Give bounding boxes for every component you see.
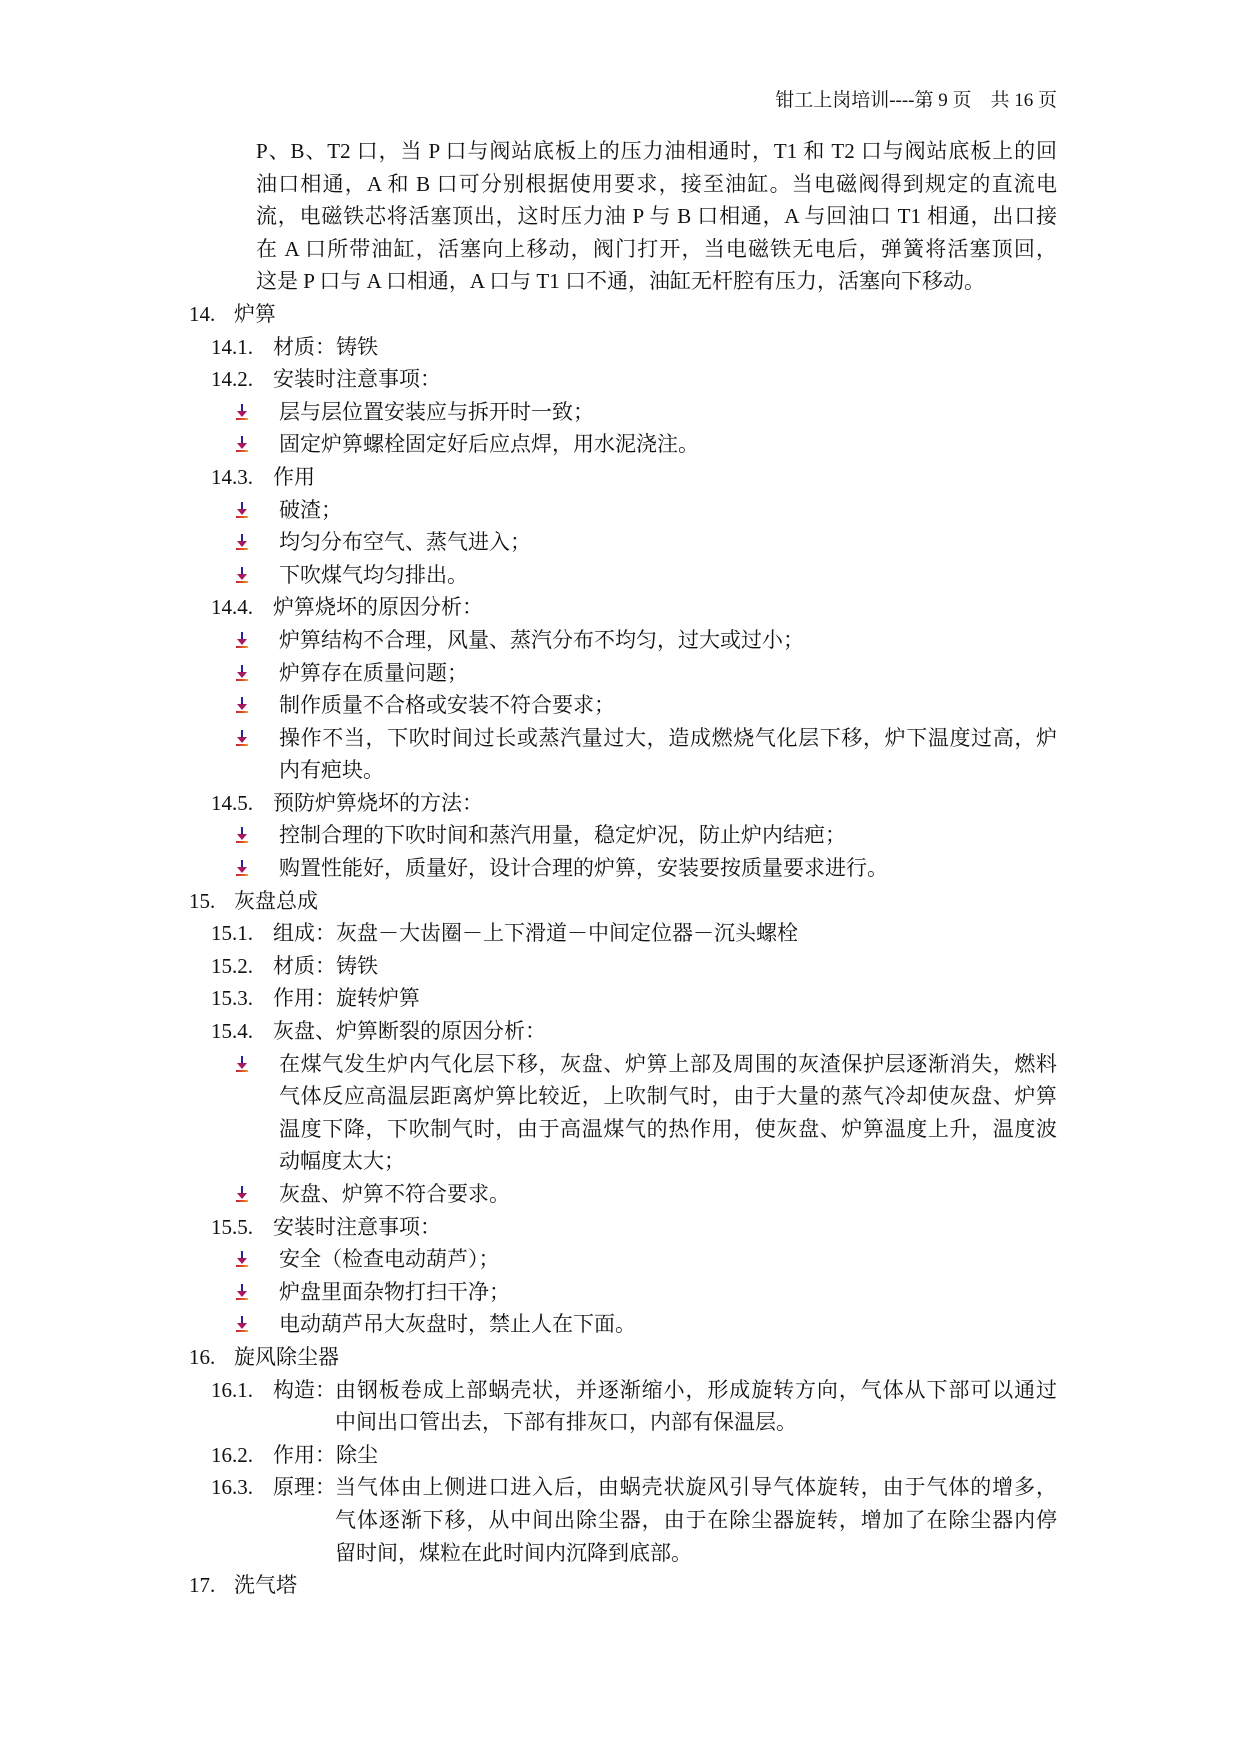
- subsection-heading: [0, 1471, 1241, 1504]
- section-heading: [0, 298, 1241, 331]
- paragraph-line: [0, 265, 1241, 298]
- bullet-item: [0, 819, 1241, 852]
- subsection-text: 作用: [273, 464, 315, 489]
- bullet-item: [0, 1308, 1241, 1341]
- subsection-text: 材质：铸铁: [273, 334, 378, 359]
- subsection-text: 留时间，煤粒在此时间内沉降到底部。: [335, 1540, 692, 1565]
- bullet-item: [0, 689, 1241, 722]
- subsection-text: 当气体由上侧进口进入后，由蜗壳状旋风引导气体旋转，由于气体的增多，: [335, 1475, 1057, 1500]
- bullet-arrow-icon: [235, 1186, 249, 1202]
- subsection-number: 16.3.: [211, 1475, 253, 1500]
- bullet-text: 安全（检查电动葫芦）；: [279, 1247, 500, 1272]
- subsection-heading: [0, 1374, 1241, 1407]
- bullet-text: 电动葫芦吊大灰盘时，禁止人在下面。: [279, 1312, 636, 1337]
- subsection-text: 灰盘、炉箅断裂的原因分析：: [273, 1019, 546, 1044]
- bullet-arrow-icon: [235, 436, 249, 452]
- subsection-number: 15.3.: [211, 986, 253, 1011]
- bullet-text: 炉盘里面杂物打扫干净；: [279, 1279, 510, 1304]
- bullet-text: 购置性能好，质量好，设计合理的炉箅，安装要按质量要求进行。: [279, 856, 888, 881]
- paragraph-text: 在 A 口所带油缸，活塞向上移动，阀门打开，当电磁铁无电后，弹簧将活塞顶回，: [256, 236, 1057, 261]
- bullet-item: [0, 494, 1241, 527]
- bullet-text: 动幅度太大；: [279, 1149, 405, 1174]
- subsection-number: 14.5.: [211, 790, 253, 815]
- section-number: 14.: [189, 301, 216, 326]
- bullet-item: [0, 1243, 1241, 1276]
- section-15: [0, 885, 1241, 1341]
- bullet-item: [0, 1178, 1241, 1211]
- bullet-text: 炉箅存在质量问题；: [279, 660, 468, 685]
- section-number: 15.: [189, 888, 216, 913]
- paragraph-line: [0, 200, 1241, 233]
- section-heading: [0, 1569, 1241, 1602]
- bullet-item: [0, 1276, 1241, 1309]
- paragraph-line: [0, 135, 1241, 168]
- bullet-text: 气体反应高温层距离炉箅比较近，上吹制气时，由于大量的蒸气冷却使灰盘、炉箅: [279, 1084, 1057, 1109]
- paragraph-line: [0, 233, 1241, 266]
- subsection-continuation-line: [0, 1406, 1241, 1439]
- subsection-number: 15.5.: [211, 1214, 253, 1239]
- bullet-arrow-icon: [235, 632, 249, 648]
- bullet-continuation-line: [0, 754, 1241, 787]
- subsection-heading: [0, 591, 1241, 624]
- subsection-text: 材质：铸铁: [273, 953, 378, 978]
- bullet-item: [0, 722, 1241, 755]
- section-title: 旋风除尘器: [234, 1344, 339, 1369]
- bullet-text: 在煤气发生炉内气化层下移，灰盘、炉箅上部及周围的灰渣保护层逐渐消失，燃料: [279, 1051, 1057, 1076]
- subsection-heading: [0, 363, 1241, 396]
- bullet-continuation-line: [0, 1080, 1241, 1113]
- bullet-text: 控制合理的下吹时间和蒸汽用量，稳定炉况，防止炉内结疤；: [279, 823, 846, 848]
- bullet-text: 固定炉箅螺栓固定好后应点焊，用水泥浇注。: [279, 432, 699, 457]
- section-14: [0, 298, 1241, 885]
- bullet-text: 温度下降，下吹制气时，由于高温煤气的热作用，使灰盘、炉箅温度上升，温度波: [279, 1116, 1057, 1141]
- subsection-continuation-line: [0, 1504, 1241, 1537]
- subsection-continuation-line: [0, 1537, 1241, 1570]
- bullet-arrow-icon: [235, 1316, 249, 1332]
- bullet-text: 内有疤块。: [279, 758, 384, 783]
- subsection-heading: [0, 1439, 1241, 1472]
- bullet-text: 破渣；: [279, 497, 342, 522]
- subsection-text: 中间出口管出去，下部有排灰口，内部有保温层。: [335, 1410, 797, 1435]
- paragraph-text: 流，电磁铁芯将活塞顶出，这时压力油 P 与 B 口相通，A 与回油口 T1 相通，出口接: [256, 204, 1057, 229]
- section-17: [0, 1569, 1241, 1602]
- subsection-label: 构造：: [273, 1377, 336, 1402]
- subsection-text: 组成：灰盘－大齿圈－上下滑道－中间定位器－沉头螺栓: [273, 921, 798, 946]
- bullet-continuation-line: [0, 1145, 1241, 1178]
- subsection-heading: [0, 982, 1241, 1015]
- section-heading: [0, 1341, 1241, 1374]
- bullet-item: [0, 559, 1241, 592]
- bullet-item: [0, 396, 1241, 429]
- page-header: 钳工上岗培训----第 9 页 共 16 页: [775, 90, 1057, 111]
- bullet-arrow-icon: [235, 665, 249, 681]
- section-number: 17.: [189, 1573, 216, 1598]
- subsection-heading: [0, 917, 1241, 950]
- paragraph-text: 油口相通，A 和 B 口可分别根据使用要求，接至油缸。当电磁阀得到规定的直流电: [256, 171, 1057, 196]
- bullet-text: 下吹煤气均匀排出。: [279, 562, 468, 587]
- subsection-text: 预防炉箅烧坏的方法：: [273, 790, 483, 815]
- intro-paragraph: [0, 135, 1241, 298]
- subsection-heading: [0, 1015, 1241, 1048]
- subsection-text: 安装时注意事项：: [273, 1214, 441, 1239]
- bullet-continuation-line: [0, 1113, 1241, 1146]
- document-body: [0, 135, 1241, 1602]
- bullet-arrow-icon: [235, 730, 249, 746]
- section-number: 16.: [189, 1344, 216, 1369]
- bullet-arrow-icon: [235, 860, 249, 876]
- subsection-number: 15.4.: [211, 1019, 253, 1044]
- subsection-number: 14.1.: [211, 334, 253, 359]
- subsection-number: 16.1.: [211, 1377, 253, 1402]
- paragraph-line: [0, 168, 1241, 201]
- bullet-text: 操作不当，下吹时间过长或蒸汽量过大，造成燃烧气化层下移，炉下温度过高，炉: [279, 725, 1057, 750]
- subsection-number: 14.3.: [211, 464, 253, 489]
- bullet-arrow-icon: [235, 404, 249, 420]
- subsection-label: 原理：: [273, 1475, 336, 1500]
- subsection-number: 14.4.: [211, 595, 253, 620]
- section-heading: [0, 885, 1241, 918]
- bullet-arrow-icon: [235, 1284, 249, 1300]
- subsection-text: 安装时注意事项：: [273, 367, 441, 392]
- subsection-number: 14.2.: [211, 367, 253, 392]
- section-16: [0, 1341, 1241, 1569]
- bullet-text: 灰盘、炉箅不符合要求。: [279, 1182, 510, 1206]
- bullet-item: [0, 1048, 1241, 1081]
- bullet-item: [0, 428, 1241, 461]
- subsection-heading: [0, 950, 1241, 983]
- bullet-item: [0, 657, 1241, 690]
- bullet-arrow-icon: [235, 1056, 249, 1072]
- subsection-text: 由钢板卷成上部蜗壳状，并逐渐缩小，形成旋转方向，气体从下部可以通过: [335, 1377, 1057, 1402]
- bullet-arrow-icon: [235, 697, 249, 713]
- subsection-heading: [0, 331, 1241, 364]
- bullet-text: 炉箅结构不合理，风量、蒸汽分布不均匀，过大或过小；: [279, 627, 804, 652]
- bullet-item: [0, 852, 1241, 885]
- subsection-number: 15.1.: [211, 921, 253, 946]
- paragraph-text: 这是 P 口与 A 口相通，A 口与 T1 口不通，油缸无杆腔有压力，活塞向下移动。: [256, 269, 985, 294]
- subsection-number: 16.2.: [211, 1442, 253, 1467]
- subsection-heading: [0, 461, 1241, 494]
- bullet-text: 制作质量不合格或安装不符合要求；: [279, 693, 615, 718]
- bullet-item: [0, 624, 1241, 657]
- bullet-text: 层与层位置安装应与拆开时一致；: [279, 399, 594, 424]
- bullet-item: [0, 526, 1241, 559]
- section-title: 炉箅: [234, 301, 276, 326]
- subsection-text: 炉箅烧坏的原因分析：: [273, 595, 483, 620]
- paragraph-text: P、B、T2 口，当 P 口与阀站底板上的压力油相通时，T1 和 T2 口与阀站底板上的回: [256, 139, 1057, 163]
- subsection-heading: [0, 787, 1241, 820]
- section-title: 灰盘总成: [234, 888, 318, 913]
- section-title: 洗气塔: [234, 1573, 297, 1598]
- subsection-heading: [0, 1211, 1241, 1244]
- subsection-text: 作用：旋转炉箅: [273, 986, 420, 1011]
- bullet-arrow-icon: [235, 502, 249, 518]
- bullet-arrow-icon: [235, 534, 249, 550]
- subsection-number: 15.2.: [211, 953, 253, 978]
- subsection-text: 作用：除尘: [273, 1442, 378, 1467]
- bullet-text: 均匀分布空气、蒸气进入；: [279, 530, 531, 555]
- bullet-arrow-icon: [235, 827, 249, 843]
- bullet-arrow-icon: [235, 1251, 249, 1267]
- bullet-arrow-icon: [235, 567, 249, 583]
- subsection-text: 气体逐渐下移，从中间出除尘器，由于在除尘器旋转，增加了在除尘器内停: [335, 1507, 1057, 1532]
